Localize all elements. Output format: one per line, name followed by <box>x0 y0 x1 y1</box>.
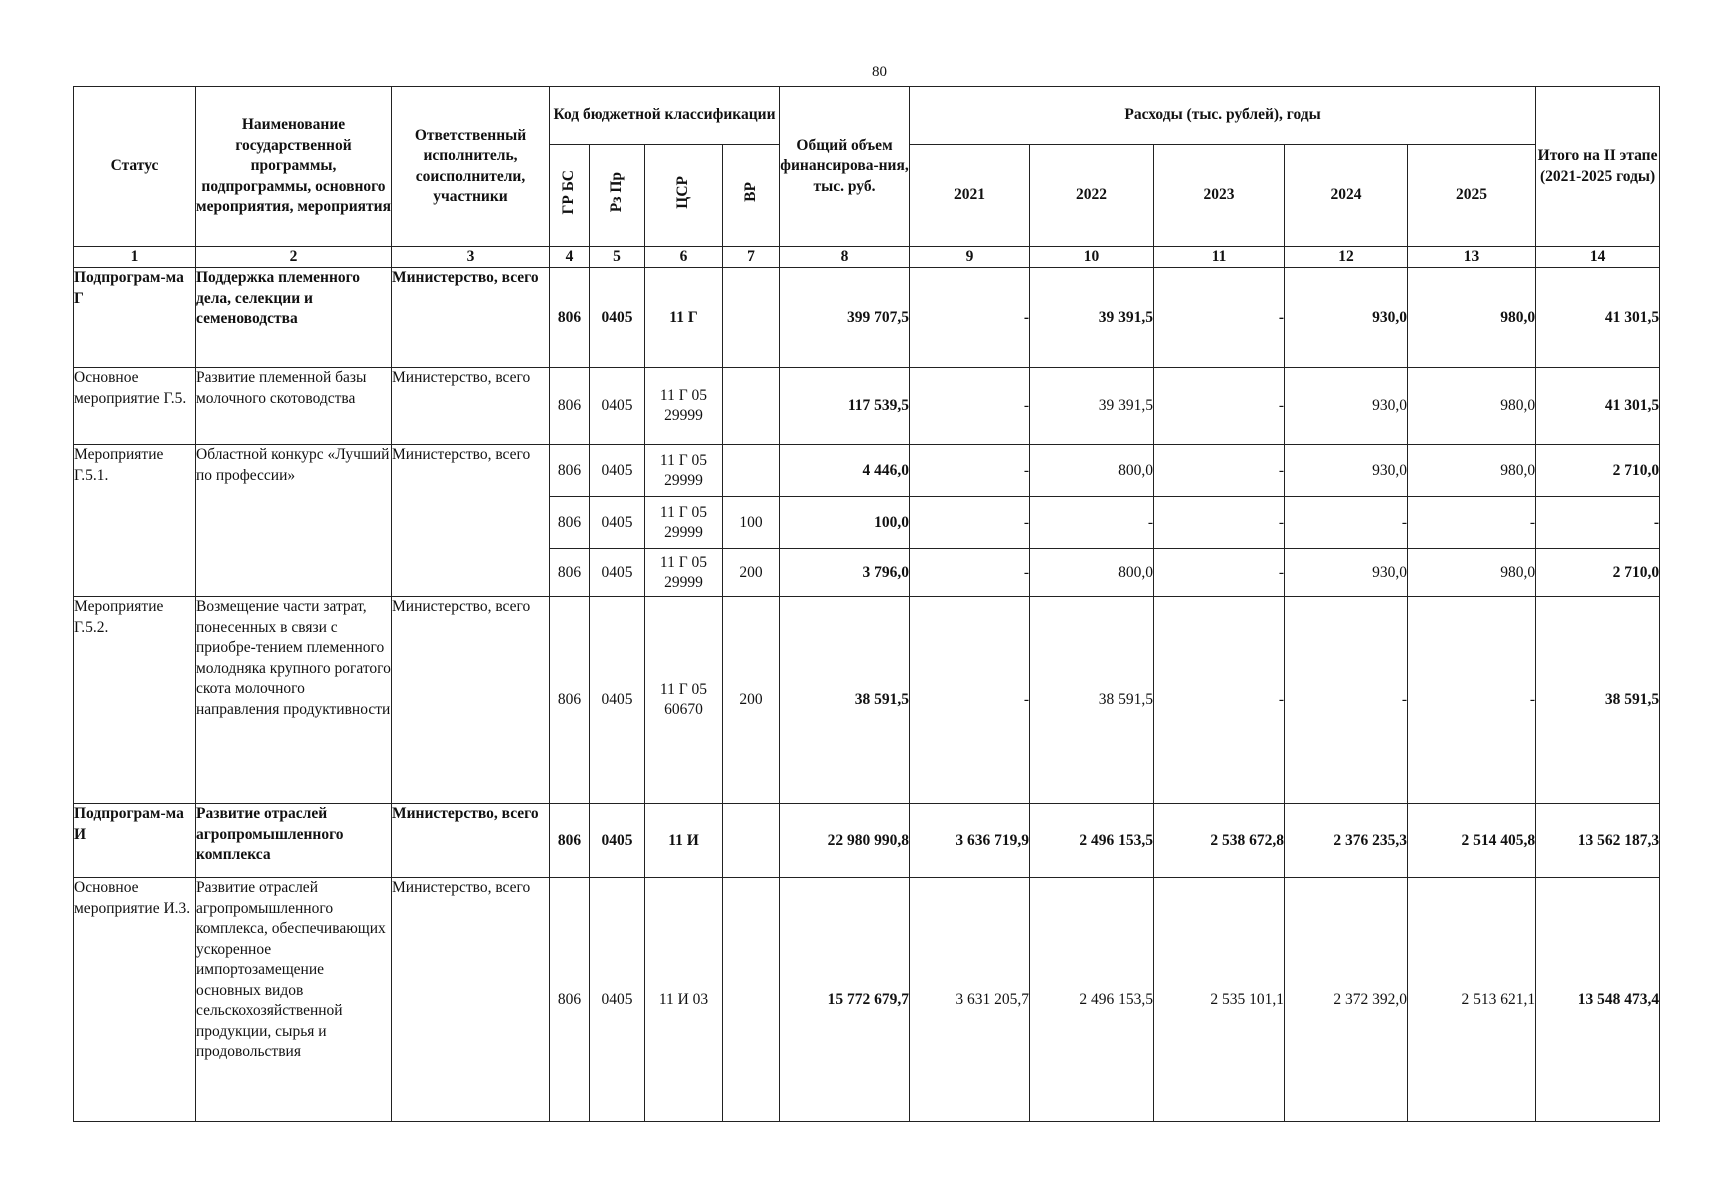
header-responsible: Ответственный исполнитель, соисполнители, участники <box>392 87 550 247</box>
cell-2024: 930,0 <box>1285 549 1408 597</box>
cell-stage: 38 591,5 <box>1536 597 1660 804</box>
header-status: Статус <box>74 87 196 247</box>
cell-total: 38 591,5 <box>780 597 910 804</box>
cell-2022: 38 591,5 <box>1030 597 1154 804</box>
cell-total: 15 772 679,7 <box>780 878 910 1122</box>
cell-2024: 930,0 <box>1285 445 1408 497</box>
cell-2022: 800,0 <box>1030 549 1154 597</box>
cell-csr: 11 Г 05 29999 <box>645 445 723 497</box>
cell-rzpr: 0405 <box>590 878 645 1122</box>
cell-rzpr: 0405 <box>590 597 645 804</box>
table-row <box>74 878 1660 1122</box>
cell-csr: 11 Г 05 29999 <box>645 497 723 549</box>
row-responsible: Министерство, всего <box>392 368 550 445</box>
header-grbs: ГР БС <box>550 145 590 247</box>
cell-2025: 2 514 405,8 <box>1408 804 1536 878</box>
header-year-2023: 2023 <box>1154 145 1285 247</box>
table-row <box>74 597 1660 804</box>
cell-2021: - <box>910 268 1030 368</box>
cell-2025: 980,0 <box>1408 268 1536 368</box>
cell-2025: 980,0 <box>1408 368 1536 445</box>
cell-2025: 2 513 621,1 <box>1408 878 1536 1122</box>
row-status: Подпрограм-ма И <box>74 804 196 878</box>
budget-table <box>73 86 1660 1122</box>
row-name: Развитие отраслей агропромышленного комплекса <box>196 804 392 878</box>
cell-csr: 11 Г 05 29999 <box>645 368 723 445</box>
column-number: 10 <box>1030 247 1154 268</box>
cell-2023: 2 538 672,8 <box>1154 804 1285 878</box>
column-number: 3 <box>392 247 550 268</box>
row-name: Поддержка племенного дела, селекции и семеноводства <box>196 268 392 368</box>
cell-2024: 2 376 235,3 <box>1285 804 1408 878</box>
header-expenses: Расходы (тыс. рублей), годы <box>910 87 1536 145</box>
header-budget-code: Код бюджетной классификации <box>550 87 780 145</box>
cell-2022: 39 391,5 <box>1030 368 1154 445</box>
column-number: 5 <box>590 247 645 268</box>
row-status: Мероприятие Г.5.1. <box>74 445 196 597</box>
cell-2021: - <box>910 497 1030 549</box>
row-status: Основное мероприятие И.3. <box>74 878 196 1122</box>
row-responsible: Министерство, всего <box>392 268 550 368</box>
cell-vr <box>723 804 780 878</box>
column-number: 13 <box>1408 247 1536 268</box>
cell-total: 399 707,5 <box>780 268 910 368</box>
row-name: Областной конкурс «Лучший по профессии» <box>196 445 392 597</box>
header-vr: ВР <box>723 145 780 247</box>
cell-2024: 930,0 <box>1285 268 1408 368</box>
cell-2024: - <box>1285 597 1408 804</box>
table-row <box>74 268 1660 368</box>
table-row <box>74 368 1660 445</box>
cell-total: 4 446,0 <box>780 445 910 497</box>
cell-2023: - <box>1154 549 1285 597</box>
cell-2021: - <box>910 445 1030 497</box>
cell-2023: - <box>1154 445 1285 497</box>
header-stage-total: Итого на II этапе (2021-2025 годы) <box>1536 87 1660 247</box>
cell-2021: 3 631 205,7 <box>910 878 1030 1122</box>
cell-csr: 11 Г <box>645 268 723 368</box>
table-row <box>74 804 1660 878</box>
cell-rzpr: 0405 <box>590 445 645 497</box>
row-name: Развитие отраслей агропромышленного комплекса, обеспечивающих ускоренное импортозамещение основных видов сельскохозяйственной продукции, сырья и продовольствия <box>196 878 392 1122</box>
row-responsible: Министерство, всего <box>392 597 550 804</box>
cell-stage: 41 301,5 <box>1536 268 1660 368</box>
cell-vr: 200 <box>723 597 780 804</box>
cell-2022: 800,0 <box>1030 445 1154 497</box>
cell-stage: 13 548 473,4 <box>1536 878 1660 1122</box>
cell-2022: 39 391,5 <box>1030 268 1154 368</box>
cell-csr: 11 И <box>645 804 723 878</box>
cell-2023: - <box>1154 368 1285 445</box>
cell-vr <box>723 878 780 1122</box>
cell-csr: 11 Г 05 29999 <box>645 549 723 597</box>
cell-total: 22 980 990,8 <box>780 804 910 878</box>
cell-grbs: 806 <box>550 445 590 497</box>
cell-vr: 200 <box>723 549 780 597</box>
column-number: 14 <box>1536 247 1660 268</box>
cell-rzpr: 0405 <box>590 368 645 445</box>
cell-vr <box>723 445 780 497</box>
table-row <box>74 445 1660 497</box>
cell-stage: 2 710,0 <box>1536 549 1660 597</box>
cell-grbs: 806 <box>550 368 590 445</box>
cell-2023: - <box>1154 597 1285 804</box>
header-year-2024: 2024 <box>1285 145 1408 247</box>
cell-stage: 2 710,0 <box>1536 445 1660 497</box>
row-status: Мероприятие Г.5.2. <box>74 597 196 804</box>
cell-2021: - <box>910 549 1030 597</box>
row-status: Подпрограм-ма Г <box>74 268 196 368</box>
header-year-2021: 2021 <box>910 145 1030 247</box>
row-name: Возмещение части затрат, понесенных в связи с приобре-тением племенного молодняка крупного рогатого скота молочного направления продуктивности <box>196 597 392 804</box>
cell-stage: 13 562 187,3 <box>1536 804 1660 878</box>
cell-total: 3 796,0 <box>780 549 910 597</box>
header-rzpr: Рз Пр <box>590 145 645 247</box>
cell-2022: 2 496 153,5 <box>1030 878 1154 1122</box>
column-number: 8 <box>780 247 910 268</box>
cell-2025: 980,0 <box>1408 445 1536 497</box>
column-number: 2 <box>196 247 392 268</box>
cell-grbs: 806 <box>550 597 590 804</box>
cell-grbs: 806 <box>550 268 590 368</box>
cell-grbs: 806 <box>550 878 590 1122</box>
cell-2025: - <box>1408 597 1536 804</box>
cell-2022: - <box>1030 497 1154 549</box>
row-responsible: Министерство, всего <box>392 445 550 597</box>
cell-rzpr: 0405 <box>590 549 645 597</box>
row-status: Основное мероприятие Г.5. <box>74 368 196 445</box>
header-year-2025: 2025 <box>1408 145 1536 247</box>
cell-2022: 2 496 153,5 <box>1030 804 1154 878</box>
row-responsible: Министерство, всего <box>392 878 550 1122</box>
cell-vr: 100 <box>723 497 780 549</box>
cell-2023: 2 535 101,1 <box>1154 878 1285 1122</box>
cell-vr <box>723 268 780 368</box>
cell-2024: - <box>1285 497 1408 549</box>
cell-rzpr: 0405 <box>590 804 645 878</box>
header-total-volume: Общий объем финансирова-ния, тыс. руб. <box>780 87 910 247</box>
cell-2021: 3 636 719,9 <box>910 804 1030 878</box>
column-number: 6 <box>645 247 723 268</box>
cell-2024: 930,0 <box>1285 368 1408 445</box>
cell-rzpr: 0405 <box>590 268 645 368</box>
cell-grbs: 806 <box>550 549 590 597</box>
cell-total: 117 539,5 <box>780 368 910 445</box>
row-name: Развитие племенной базы молочного скотоводства <box>196 368 392 445</box>
cell-2025: 980,0 <box>1408 549 1536 597</box>
header-year-2022: 2022 <box>1030 145 1154 247</box>
column-number: 11 <box>1154 247 1285 268</box>
cell-2021: - <box>910 597 1030 804</box>
column-number: 7 <box>723 247 780 268</box>
cell-total: 100,0 <box>780 497 910 549</box>
column-number: 12 <box>1285 247 1408 268</box>
cell-2021: - <box>910 368 1030 445</box>
cell-csr: 11 Г 05 60670 <box>645 597 723 804</box>
cell-2024: 2 372 392,0 <box>1285 878 1408 1122</box>
cell-2023: - <box>1154 268 1285 368</box>
header-csr: ЦСР <box>645 145 723 247</box>
header-name: Наименование государственной программы, подпрограммы, основного мероприятия, мероприятия <box>196 87 392 247</box>
column-number: 9 <box>910 247 1030 268</box>
cell-rzpr: 0405 <box>590 497 645 549</box>
cell-2023: - <box>1154 497 1285 549</box>
page-number: 80 <box>872 64 887 80</box>
row-responsible: Министерство, всего <box>392 804 550 878</box>
cell-stage: 41 301,5 <box>1536 368 1660 445</box>
cell-grbs: 806 <box>550 497 590 549</box>
cell-stage: - <box>1536 497 1660 549</box>
cell-grbs: 806 <box>550 804 590 878</box>
column-number: 4 <box>550 247 590 268</box>
cell-2025: - <box>1408 497 1536 549</box>
column-number: 1 <box>74 247 196 268</box>
cell-vr <box>723 368 780 445</box>
cell-csr: 11 И 03 <box>645 878 723 1122</box>
